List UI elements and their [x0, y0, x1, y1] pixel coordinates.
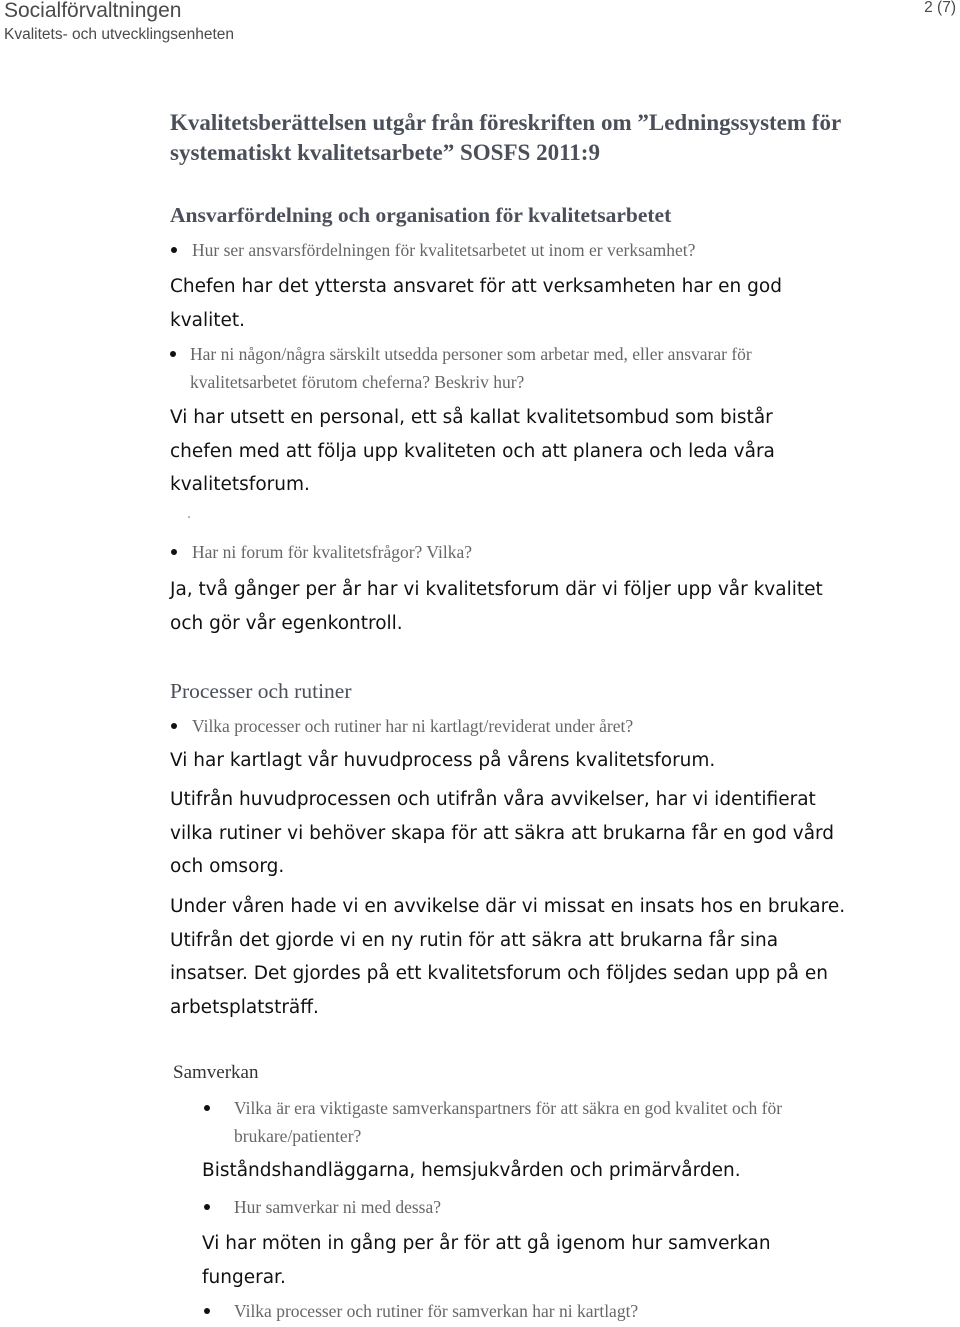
bullet-icon	[170, 351, 176, 357]
question-item	[192, 538, 852, 566]
section-heading-processes: Processer och rutiner	[170, 679, 352, 703]
question-text: Har ni forum för kvalitetsfrågor? Vilka?	[192, 542, 472, 562]
question-text: Hur samverkar ni med dessa?	[234, 1197, 442, 1217]
bullet-icon	[204, 1204, 210, 1210]
bullet-icon	[171, 247, 177, 253]
bullet-icon	[171, 549, 177, 555]
section-heading-collaboration: Samverkan	[173, 1062, 259, 1083]
question-text: Hur ser ansvarsfördelningen för kvalitetsarbetet ut inom er verksamhet?	[192, 240, 696, 260]
bullet-icon	[204, 1308, 210, 1314]
document-title: Kvalitetsberättelsen utgår från föreskriften om ”Ledningssystem för systematiskt kvalitetsarbete” SOSFS 2011:9	[170, 110, 841, 165]
question-item	[234, 1193, 854, 1221]
question-item	[190, 340, 850, 396]
question-item	[234, 1297, 854, 1325]
answer-text: Biståndshandläggarna, hemsjukvården och primärvården.	[202, 1160, 741, 1181]
unit-name: Kvalitets- och utvecklingsenheten	[4, 26, 235, 43]
bullet-icon	[204, 1105, 210, 1111]
answer-text: Vi har utsett en personal, ett så kallat kvalitetsombud som bistår chefen med att följa upp kvaliteten och att planera och leda våra kvalitetsforum.	[170, 407, 775, 495]
answer-text: Under våren hade vi en avvikelse där vi missat en insats hos en brukare. Utifrån det gjorde vi en ny rutin för att säkra att brukarna får sina insatser. Det gjordes på ett kvalitetsforum och följdes sedan upp på en arbetsplatsträff.	[170, 896, 846, 1018]
section-heading-responsibility: Ansvarfördelning och organisation för kvalitetsarbetet	[170, 203, 672, 227]
bullet-icon	[171, 723, 177, 729]
answer-text: Utifrån huvudprocessen och utifrån våra avvikelser, har vi identifierat vilka rutiner vi behöver skapa för att säkra att brukarna får en god vård och omsorg.	[170, 789, 835, 877]
stray-mark: .	[187, 505, 191, 522]
answer-text: Vi har möten in gång per år för att gå igenom hur samverkan fungerar.	[202, 1233, 771, 1288]
organisation-name: Socialförvaltningen	[4, 0, 182, 22]
answer-text: Ja, två gånger per år har vi kvalitetsforum där vi följer upp vår kvalitet och gör vår egenkontroll.	[170, 579, 823, 634]
question-item	[192, 236, 852, 264]
question-text: Vilka är era viktigaste samverkanspartners för att säkra en god kvalitet och för brukare/patienter?	[234, 1098, 783, 1146]
question-item	[192, 712, 852, 740]
question-text: Vilka processer och rutiner har ni kartlagt/reviderat under året?	[192, 716, 634, 736]
question-text: Har ni någon/några särskilt utsedda personer som arbetar med, eller ansvarar för kvalitetsarbetet förutom cheferna? Beskriv hur?	[190, 344, 752, 392]
page-number: 2 (7)	[924, 0, 956, 16]
question-item	[234, 1094, 854, 1150]
answer-text: Vi har kartlagt vår huvudprocess på vårens kvalitetsforum.	[170, 750, 716, 771]
answer-text: Chefen har det yttersta ansvaret för att verksamheten har en god kvalitet.	[170, 276, 782, 331]
question-text: Vilka processer och rutiner för samverkan har ni kartlagt?	[234, 1301, 639, 1321]
